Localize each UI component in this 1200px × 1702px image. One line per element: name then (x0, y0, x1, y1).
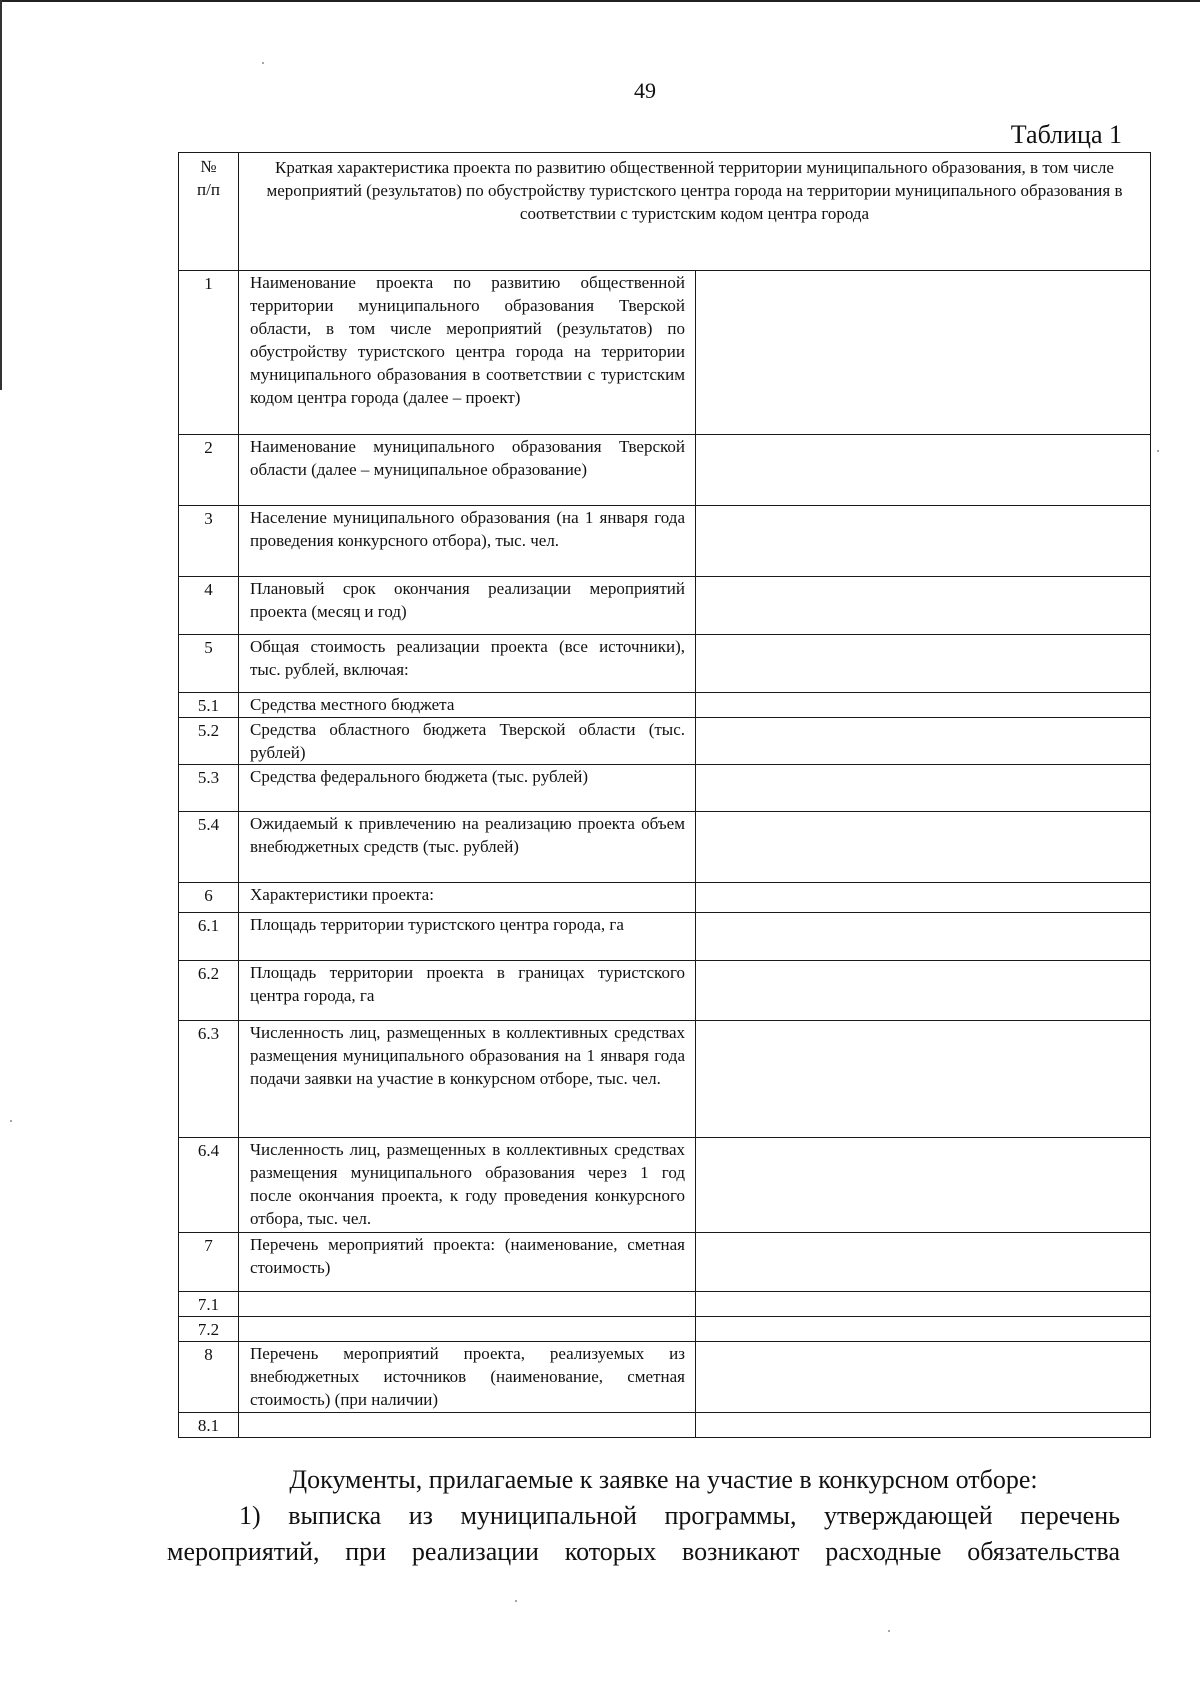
row-text: Наименование проекта по развитию общественной территории муниципального образования Тверской области, в том числе мероприятий (результатов) по обустройству туристского центра города на территории муниципального образования в соответствии с туристским кодом центра города (далее – проект) (239, 271, 696, 435)
row-num: 7 (179, 1233, 239, 1292)
table-row (179, 883, 1151, 913)
row-value (696, 765, 1151, 812)
row-num: 8 (179, 1342, 239, 1413)
table-row (179, 1317, 1151, 1342)
project-summary-table (178, 152, 1151, 1438)
table-row (179, 718, 1151, 765)
row-num: 6.4 (179, 1138, 239, 1233)
row-num: 2 (179, 435, 239, 506)
table-row (179, 1342, 1151, 1413)
row-text: Население муниципального образования (на 1 января года проведения конкурсного отбора), тыс. чел. (239, 506, 696, 577)
row-num: 3 (179, 506, 239, 577)
table-label: Таблица 1 (1010, 120, 1122, 149)
row-num: 1 (179, 271, 239, 435)
row-text: Средства местного бюджета (239, 693, 696, 718)
row-num: 6.2 (179, 961, 239, 1021)
row-value (696, 1317, 1151, 1342)
row-value (696, 1138, 1151, 1233)
table-row (179, 1413, 1151, 1438)
table-row (179, 913, 1151, 961)
row-value (696, 1413, 1151, 1438)
scan-speck (888, 1630, 890, 1632)
row-num: 5 (179, 635, 239, 693)
scan-speck (515, 1600, 517, 1602)
row-value (696, 577, 1151, 635)
row-text (239, 1292, 696, 1317)
row-text: Характеристики проекта: (239, 883, 696, 913)
table-row (179, 812, 1151, 883)
row-value (696, 1342, 1151, 1413)
row-value (696, 812, 1151, 883)
attached-documents-section (167, 1462, 1120, 1570)
table-row (179, 961, 1151, 1021)
row-text: Численность лиц, размещенных в коллективных средствах размещения муниципального образования на 1 января года подачи заявки на участие в конкурсном отборе, тыс. чел. (239, 1021, 696, 1138)
row-text: Площадь территории туристского центра города, га (239, 913, 696, 961)
row-value (696, 271, 1151, 435)
row-text: Площадь территории проекта в границах туристского центра города, га (239, 961, 696, 1021)
row-value (696, 1021, 1151, 1138)
row-text: Средства федерального бюджета (тыс. рублей) (239, 765, 696, 812)
row-value (696, 435, 1151, 506)
scan-edge-top (0, 0, 1200, 2)
documents-item-1: 1) выписка из муниципальной программы, утверждающей перечень (239, 1501, 1120, 1530)
row-num: 5.2 (179, 718, 239, 765)
table-row (179, 1021, 1151, 1138)
documents-heading: Документы, прилагаемые к заявке на участие в конкурсном отборе: (289, 1465, 1038, 1494)
table-row (179, 506, 1151, 577)
row-value (696, 961, 1151, 1021)
row-value (696, 693, 1151, 718)
table-header-row (179, 153, 1151, 271)
table-row (179, 1233, 1151, 1292)
row-num: 6.3 (179, 1021, 239, 1138)
table-row (179, 765, 1151, 812)
row-value (696, 718, 1151, 765)
table-row (179, 271, 1151, 435)
row-value (696, 883, 1151, 913)
row-text: Ожидаемый к привлечению на реализацию проекта объем внебюджетных средств (тыс. рублей) (239, 812, 696, 883)
table-row (179, 577, 1151, 635)
row-value (696, 913, 1151, 961)
table-row (179, 635, 1151, 693)
header-title: Краткая характеристика проекта по развитию общественной территории муниципального образования, в том числе мероприятий (результатов) по обустройству туристского центра города на территории муниципального образования в соответствии с туристским кодом центра города (239, 153, 1151, 271)
row-value (696, 506, 1151, 577)
table-row (179, 435, 1151, 506)
row-text: Общая стоимость реализации проекта (все источники), тыс. рублей, включая: (239, 635, 696, 693)
row-num: 5.1 (179, 693, 239, 718)
table-row (179, 1292, 1151, 1317)
row-value (696, 1292, 1151, 1317)
row-num: 6 (179, 883, 239, 913)
row-text (239, 1317, 696, 1342)
table-row (179, 693, 1151, 718)
row-text: Наименование муниципального образования Тверской области (далее – муниципальное образование) (239, 435, 696, 506)
header-num: № п/п (179, 153, 239, 271)
row-text (239, 1413, 696, 1438)
scan-speck (262, 62, 264, 64)
row-text: Перечень мероприятий проекта: (наименование, сметная стоимость) (239, 1233, 696, 1292)
scan-speck (1157, 450, 1159, 452)
row-num: 8.1 (179, 1413, 239, 1438)
row-num: 5.3 (179, 765, 239, 812)
row-num: 6.1 (179, 913, 239, 961)
row-value (696, 635, 1151, 693)
page-number: 49 (634, 78, 656, 103)
scan-edge-left (0, 0, 2, 390)
documents-item-1-continuation: мероприятий, при реализации которых возникают расходные обязательства (167, 1537, 1120, 1566)
table-row (179, 1138, 1151, 1233)
scan-speck (10, 1120, 12, 1122)
row-value (696, 1233, 1151, 1292)
row-num: 7.1 (179, 1292, 239, 1317)
row-num: 5.4 (179, 812, 239, 883)
row-text: Численность лиц, размещенных в коллективных средствах размещения муниципального образования через 1 год после окончания проекта, к году проведения конкурсного отбора, тыс. чел. (239, 1138, 696, 1233)
row-num: 7.2 (179, 1317, 239, 1342)
row-text: Средства областного бюджета Тверской области (тыс. рублей) (239, 718, 696, 765)
row-text: Плановый срок окончания реализации мероприятий проекта (месяц и год) (239, 577, 696, 635)
row-num: 4 (179, 577, 239, 635)
row-text: Перечень мероприятий проекта, реализуемых из внебюджетных источников (наименование, сметная стоимость) (при наличии) (239, 1342, 696, 1413)
